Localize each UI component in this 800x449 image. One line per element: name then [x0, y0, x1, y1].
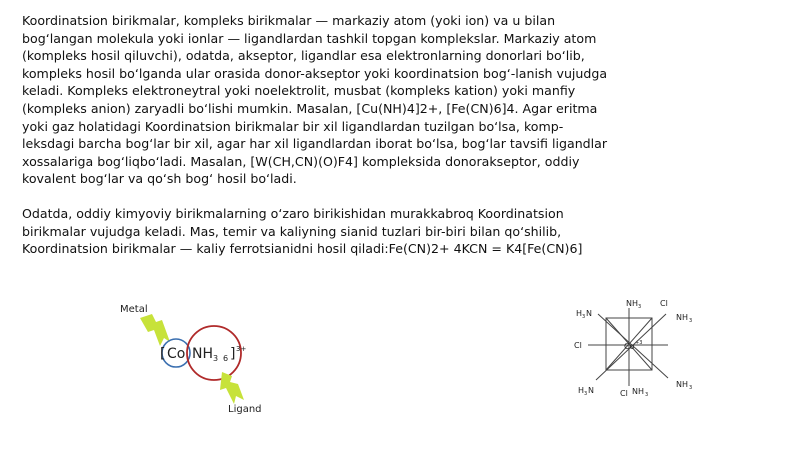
- metal-arrow-icon: [140, 314, 170, 346]
- top-ligand: NH: [626, 299, 638, 308]
- upper-left-n: N: [586, 309, 592, 318]
- bottom-cl: Cl: [620, 389, 628, 398]
- paragraph-1: Koordinatsion birikmalar, kompleks birikmalar — markaziy atom (yoki ion) va u bilan bogʻlangan molekula yoki ionlar — ligandlardan tashkil topgan komplekslar. Markaziy atom (kompleks hosil qiluvchi), odatda, akseptor, ligandlar esa elektronlarning donorlari boʻlib, kompleks hosil boʻlganda ular orasida donor-akseptor yoki koordinatsion bogʻ-lanish vujudga keladi. Kompleks elektroneytral yoki noelektrolit, musbat (kompleks kation) yoki manfiy (kompleks anion) zaryadli boʻlishi mumkin. Masalan, [Cu(NH)4]2+, [Fe(CN)6]4. Agar eritma yoki gaz holatidagi Koordinatsion birikmalar bir xil ligandlardan tuzilgan boʻlsa, komp-leksdagi barcha bogʻlar bir xil, agar har xil ligandlardan iborat boʻlsa, bogʻlar tavsifi ligandlar xossalariga bogʻliqboʻladi. Masalan, [W(CH,CN)(O)F4] kompleksida donorakseptor, oddiy kovalent bogʻlar va qoʻsh bogʻ hosil boʻladi.: [22, 13, 608, 187]
- formula-count: 6: [223, 354, 229, 363]
- formula-charge: 3+: [236, 345, 247, 353]
- document-body: [22, 12, 612, 258]
- left-ligand: Cl: [574, 341, 582, 350]
- upper-left-sub: 3: [582, 314, 586, 320]
- ligand-arrow-icon: [220, 372, 244, 404]
- ligand-label: Ligand: [228, 404, 262, 415]
- bottom-right-sub: 3: [689, 385, 693, 391]
- center-charge: +3: [635, 340, 643, 346]
- top-right-ligand: Cl: [660, 299, 668, 308]
- bottom-left-n: N: [588, 386, 594, 395]
- formula-ligand: NH: [192, 346, 213, 362]
- bottom-left-h: H: [578, 386, 585, 395]
- formula-metal: Co: [167, 346, 186, 362]
- center-atom: Co: [624, 342, 635, 351]
- octahedral-complex-figure: [570, 290, 700, 405]
- bottom-nh: NH: [632, 387, 644, 396]
- upper-left-h: H: [576, 309, 583, 318]
- bottom-left-sub: 3: [584, 391, 588, 397]
- formula-bracket-close: ]: [230, 346, 236, 362]
- formula-ligand-sub: 3: [213, 354, 219, 363]
- upper-right-sub: 3: [689, 318, 693, 324]
- bottom-nh-sub: 3: [645, 392, 649, 398]
- bottom-right-ligand: NH: [676, 380, 688, 389]
- metal-label: Metal: [120, 304, 148, 315]
- formula-bracket-open: [: [160, 346, 166, 362]
- metal-ligand-figure: [110, 290, 300, 420]
- upper-right-ligand: NH: [676, 313, 688, 322]
- top-ligand-sub: 3: [638, 304, 642, 310]
- octahedral-diagram: [570, 290, 700, 405]
- metal-ligand-diagram: [110, 290, 300, 420]
- paragraph-2: Odatda, oddiy kimyoviy birikmalarning oʻzaro birikishidan murakkabroq Koordinatsion birikmalar vujudga keladi. Mas, temir va kaliyning sianid tuzlari bir-biri bilan qoʻshilib, Koordinatsion birikmalar — kaliy ferrotsianidni hosil qiladi:Fe(CN)2+ 4KCN = K4[Fe(CN)6]: [22, 205, 583, 257]
